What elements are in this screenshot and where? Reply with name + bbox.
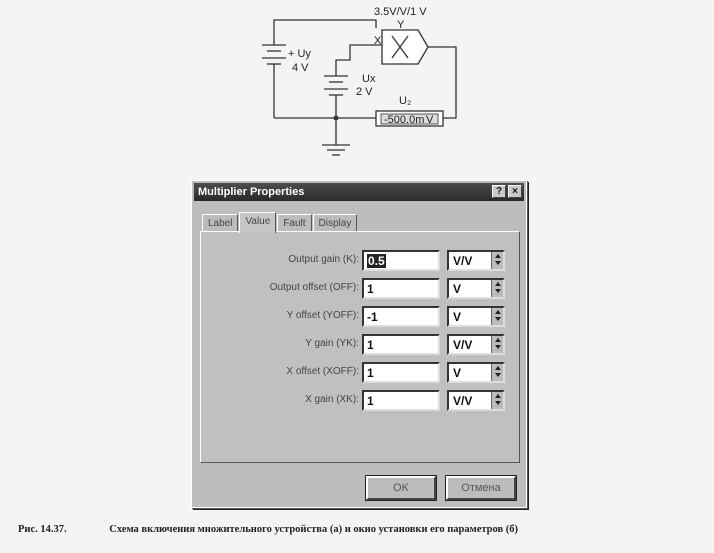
param-value: 1 — [367, 282, 374, 296]
param-label: Y offset (YOFF): — [286, 310, 359, 321]
unit-value: V/V — [453, 394, 473, 408]
meter-unit: V — [426, 114, 434, 126]
figure-caption — [18, 524, 708, 535]
spinner-icon[interactable] — [491, 280, 503, 297]
source-x-name: Ux — [362, 73, 376, 85]
source-y-value: 4 V — [292, 62, 309, 74]
y-offset-unit-select[interactable] — [447, 306, 505, 327]
param-label: Output gain (K): — [288, 254, 359, 265]
tab-display[interactable]: Display — [313, 214, 358, 232]
tab-strip — [202, 212, 358, 232]
y-gain-field[interactable] — [362, 334, 440, 355]
param-label: Output offset (OFF): — [269, 282, 359, 293]
y-gain-unit-select[interactable] — [447, 334, 505, 355]
meter-reading: -500.0m — [384, 114, 425, 126]
unit-value: V — [453, 310, 462, 324]
output-offset-unit-select[interactable] — [447, 278, 505, 299]
param-value: 1 — [367, 338, 374, 352]
spinner-icon[interactable] — [491, 336, 503, 353]
value-panel — [200, 231, 520, 463]
spinner-icon[interactable] — [491, 252, 503, 269]
unit-value: V — [453, 282, 462, 296]
pin-x-label: X — [374, 35, 382, 47]
param-row-y-gain — [201, 334, 519, 356]
param-label: Y gain (YK): — [305, 338, 359, 349]
figure-number: Рис. 14.37. — [18, 524, 67, 535]
dialog-titlebar[interactable] — [194, 183, 524, 201]
spinner-icon[interactable] — [491, 364, 503, 381]
help-icon[interactable]: ? — [492, 185, 506, 198]
x-gain-field[interactable] — [362, 390, 440, 411]
param-value: 1 — [367, 394, 374, 408]
dialog-title: Multiplier Properties — [198, 186, 305, 198]
meter-label: U₂ — [399, 95, 412, 107]
param-value: 0.5 — [368, 254, 385, 268]
source-x-value: 2 V — [356, 86, 373, 98]
ok-button[interactable]: OK — [366, 476, 436, 500]
source-y-name: + Uy — [288, 48, 311, 60]
output-gain-unit-select[interactable] — [447, 250, 505, 271]
param-row-y-offset — [201, 306, 519, 328]
param-label: X gain (XK): — [305, 394, 359, 405]
output-offset-field[interactable] — [362, 278, 440, 299]
x-gain-unit-select[interactable] — [447, 390, 505, 411]
param-value: -1 — [367, 310, 378, 324]
param-row-output-gain — [201, 250, 519, 272]
y-offset-field[interactable] — [362, 306, 440, 327]
param-row-x-offset — [201, 362, 519, 384]
x-offset-unit-select[interactable] — [447, 362, 505, 383]
unit-value: V/V — [453, 338, 473, 352]
tab-value[interactable]: Value — [239, 212, 276, 233]
x-offset-field[interactable] — [362, 362, 440, 383]
pin-y-label: Y — [397, 19, 405, 31]
unit-value: V/V — [453, 254, 473, 268]
cancel-button[interactable]: Отмена — [446, 476, 516, 500]
param-row-output-offset — [201, 278, 519, 300]
output-gain-field[interactable] — [362, 250, 440, 271]
multiplier-header-label: 3.5V/V/1 V — [374, 6, 427, 18]
multiplier-properties-dialog — [191, 180, 527, 508]
close-icon[interactable]: × — [508, 185, 522, 198]
caption-text: Схема включения множительного устройства (а) и окно установки его параметров (б) — [109, 524, 519, 535]
spinner-icon[interactable] — [491, 308, 503, 325]
unit-value: V — [453, 366, 462, 380]
param-row-x-gain — [201, 390, 519, 412]
param-value: 1 — [367, 366, 374, 380]
param-label: X offset (XOFF): — [286, 366, 359, 377]
spinner-icon[interactable] — [491, 392, 503, 409]
tab-label[interactable]: Label — [202, 214, 238, 232]
tab-fault[interactable]: Fault — [277, 214, 311, 232]
circuit-schematic — [0, 0, 714, 175]
